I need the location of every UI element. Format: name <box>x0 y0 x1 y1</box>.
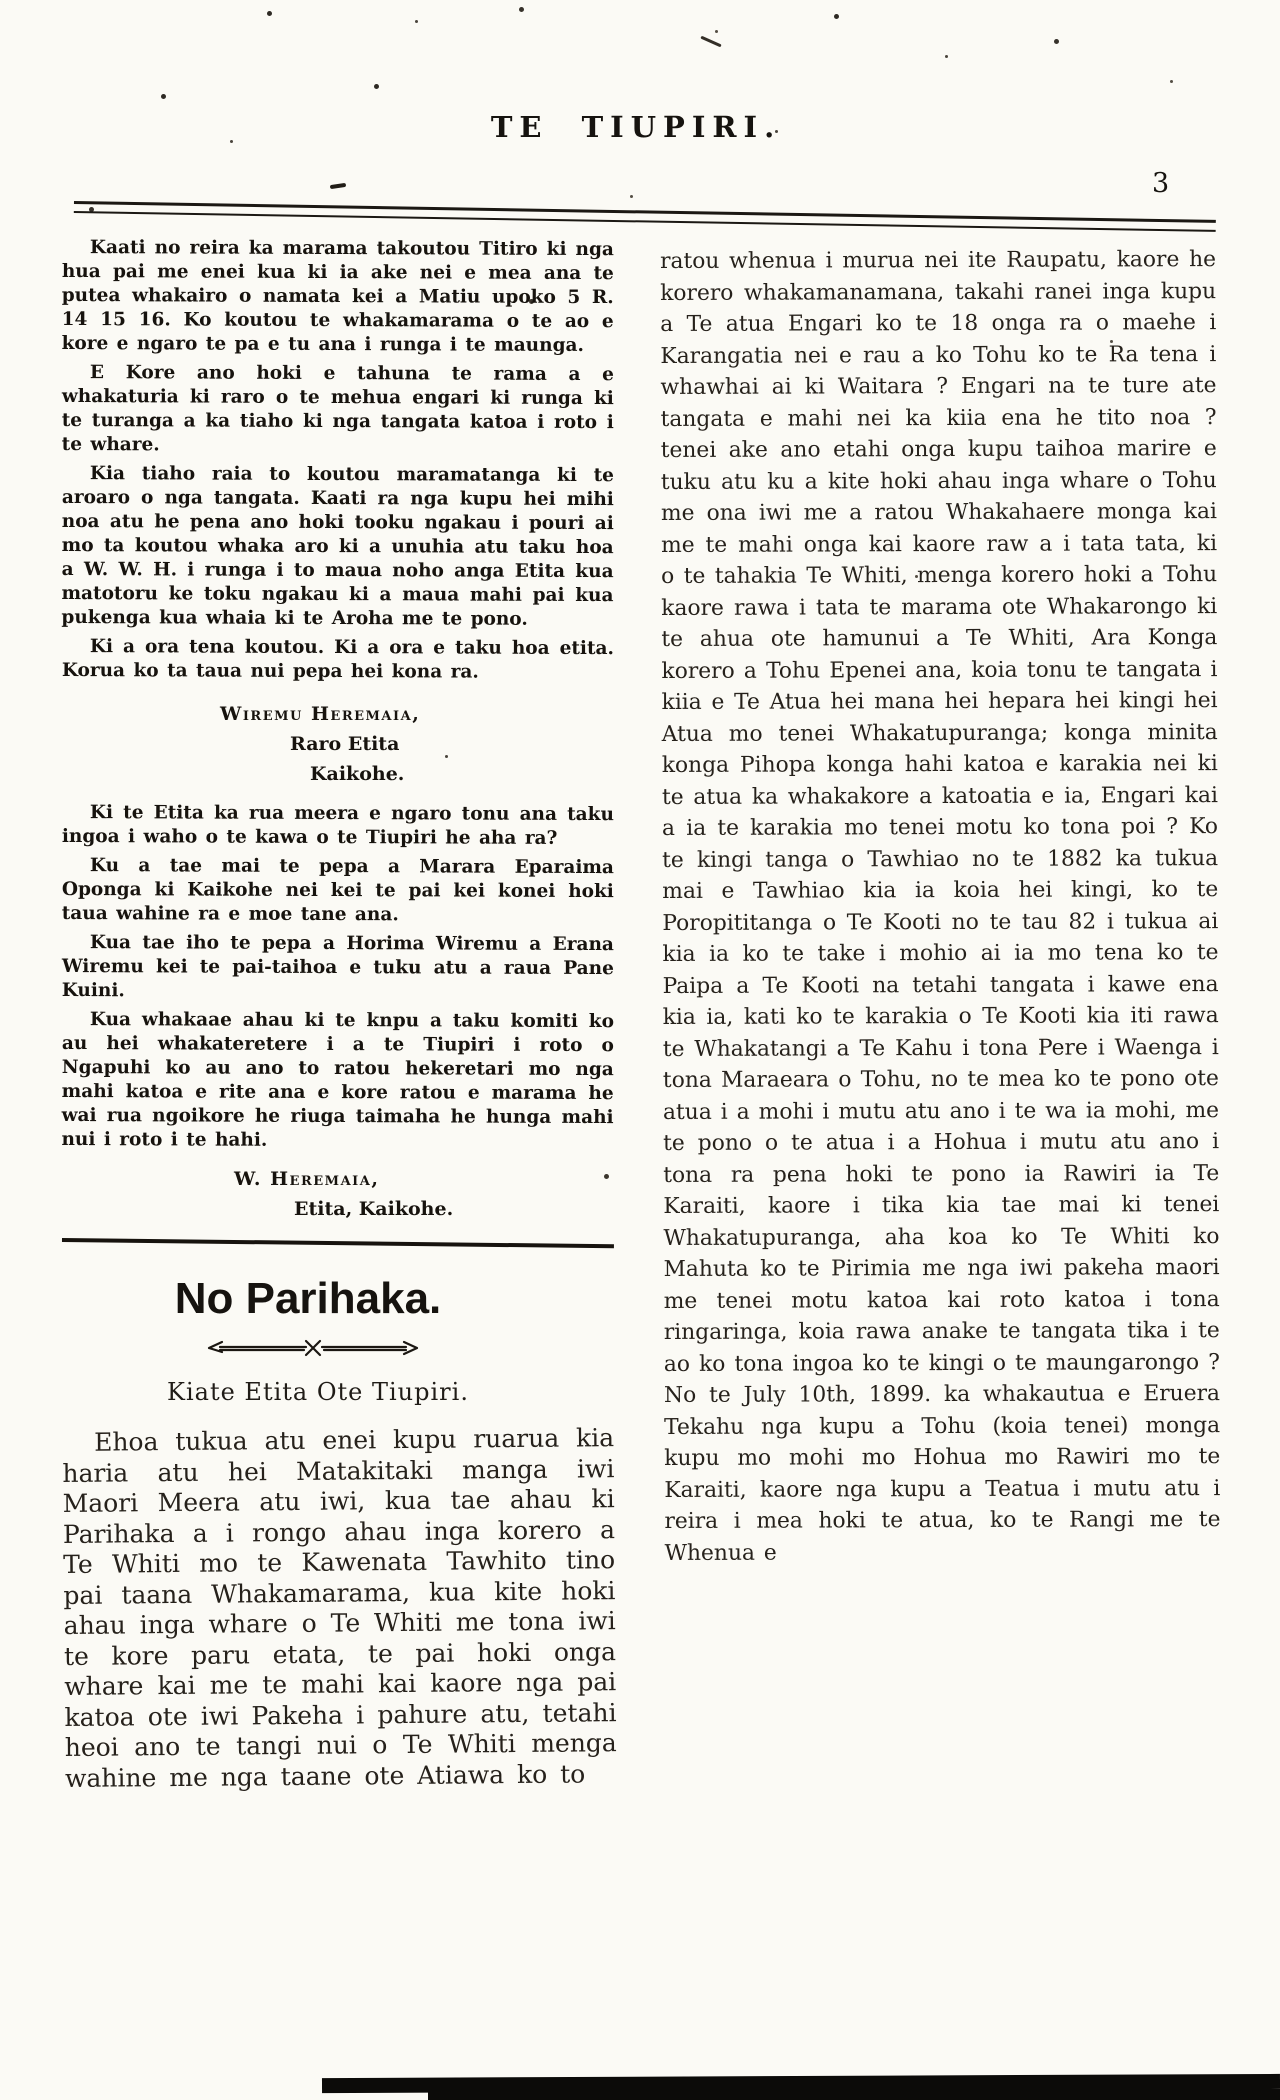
left-column <box>61 236 617 1794</box>
newspaper-title: TE TIUPIRI. <box>490 110 782 144</box>
paragraph: Kua whakaae ahau ki te knpu a taku komiti ko au hei whakateretere i a te Tiupiri i roto o Ngapuhi ko au ano to ratou hekeretari mo nga mahi katoa e rite ana e kore ratou e marama he wai rua ngoikore he riuga taimaha he hunga mahi nui i roto i te hahi. <box>61 1009 614 1151</box>
right-column <box>660 244 1221 1569</box>
divider-ornament <box>62 1338 564 1362</box>
paragraph: Ki te Etita ka rua meera e ngaro tonu ana taku ingoa i waho o te kawa o te Tiupiri he aha ra? <box>61 802 614 849</box>
ink-smudge <box>330 183 346 189</box>
signature-name: W. Heremaia, <box>234 1168 380 1190</box>
section-divider-rule <box>62 1238 614 1248</box>
article-body: Ehoa tukua atu enei kupu ruarua kia haria atu hei Matakitaki manga iwi Maori Meera atu iwi, kua tae ahau ki Parihaka a i rongo ahau inga korero a Te Whiti mo te Kawenata Tawhito tino pai taana Whakamarama, kua kite hoki ahau inga whare o Te Whiti me tona iwi te kore paru etata, te pai hoki onga whare kai me te mahi kai kaore nga pai katoa ote iwi Pakeha i pahure atu, tetahi heoi ano te tangi nui o Te Whiti menga wahine me nga taane ote Atiawa ko to <box>62 1423 617 1793</box>
signature-role: Etita, Kaikohe. <box>294 1198 454 1220</box>
signature-place: Kaikohe. <box>310 763 405 785</box>
letter-section-1 <box>62 236 614 683</box>
signature-name: Wiremu Heremaia, <box>220 703 421 725</box>
ink-smudge <box>700 36 721 48</box>
paragraph: Kaati no reira ka marama takoutou Titiro ki nga hua pai me enei kua ki ia ake nei e mea ana te putea whakairo o namata kei a Matiu upoko 5 R. 14 15 16. Ko koutou te whakamarama o te ao e kore e ngaro te pa e tu ana i runga i te maunga. <box>61 237 614 357</box>
scan-edge-bar <box>428 2089 1280 2100</box>
article-heading: No Parihaka. <box>174 1274 442 1323</box>
article-body-continued: ratou whenua i murua nei ite Raupatu, kaore he korero whakamanamana, takahi ranei inga kupu a Te atua Engari ko te 18 onga ra o maehe i Karangatia nei e rau a ko Tohu ko te Ra tena i whawhai ai ki Waitara ? Engari na te ture ate tangata e mahi nei ka kiia ena he tito noa ? tenei ake ano etahi onga kupu taihoa marire e tuku atu ku a kite hoki ahau inga whare o Tohu me ona iwi me a ratou Whakahaere monga kai me te mahi onga kai kaore raw a i tata tata, ki o te tahakia Te Whiti, menga korero hoki a Tohu kaore rawa i tata te marama ote Whakarongo ki te ahua ote hamunui a Te Whiti, Ara Konga korero a Tohu Epenei ana, koia tonu te tangata i kiia e Te Atua hei mana hei hepara hei kingi hei Atua mo tenei Whakatupuranga; konga minita konga Pihopa konga hahi katoa e karakia nei ki te atua ka whakakore a katoatia e ia, Engari kai a ia te karakia mo tenei motu ko tona poi ? Ko te kingi tanga o Tawhiao no te 1882 ka tukua mai e Tawhiao kia ia koia hei kingi, ko te Poropititanga o Te Kooti no te tau 82 i tukua ai kia ia ko te take i mohio ai ia mo tena ko te Paipa a Te Kooti na tetahi tangata i kawe ena kia ia, kati ko te karakia o Te Kooti kia iti rawa te Whakatangi a Te Kahu i tona Pere i Waenga i tona Maraeara o Tohu, no te mea ko te pono ote atua i a mohi i mutu atu ano i te wa ia mohi, me te pono o te atua i a Hohua i mutu atu ano i tona ra pena hoki te pono ia Rawiri ia Te Karaiti, kaore i tika kia tae mai ki tenei Whakatupuranga, aha koa ko Te Whiti ko Mahuta ko te Pirimia me nga iwi pakeha maori me tenei motu katoa kai roto katoa i tona ringaringa, koia rawa anake te tangata tika i te ao ko tona ingoa ko te kingi o te maungarongo ? No te July 10th, 1899. ka whakautua e Eruera Tekahu nga kupu a Tohu (koia tenei) monga kupu mo mohi mo Hohua mo Rawiri mo te Karaiti, kaore nga kupu a Teatua i mutu atu i reira i mea hoki te atua, ko te Rangi me te Whenua e <box>660 247 1221 1566</box>
page-number: 3 <box>1152 168 1170 199</box>
paragraph: Kia tiaho raia to koutou maramatanga ki te aroaro o nga tangata. Kaati ra nga kupu hei mihi noa atu he pena ano hoki tooku ngakau i pouri ai mo ta koutou whaka aro ki a unuhia atu taku hoa a W. W. H. i runga i to maua noho anga Etita kua matotoru ke toku ngakau ki a maua mahi pai kua pukenga kua whaia ki te Aroha me te pono. <box>61 463 614 630</box>
signature-block <box>62 1164 614 1224</box>
signature-role: Raro Etita <box>290 733 400 755</box>
paragraph: Ki a ora tena koutou. Ki a ora e taku hoa etita. Korua ko ta taua nui pepa hei kona ra. <box>61 636 614 683</box>
paragraph: Ku a tae mai te pepa a Marara Eparaima Oponga ki Kaikohe nei kei te pai kei konei hoki taua wahine ra e moe tane ana. <box>61 855 614 926</box>
article-salutation: Kiate Etita Ote Tiupiri. <box>167 1378 469 1406</box>
letter-section-2 <box>62 801 614 1152</box>
paragraph: Kua tae iho te pepa a Horima Wiremu a Erana Wiremu kei te pai-taihoa e tuku atu a raua Pane Kuini. <box>61 932 614 1002</box>
ornament-icon <box>206 1338 420 1358</box>
masthead-double-rule <box>74 201 1216 232</box>
signature-block <box>62 699 614 789</box>
paragraph: E Kore ano hoki e tahuna te rama a e whakaturia ki raro o te mehua engari ki runga ki te turanga a ka tiaho ki nga tangata katoa i roto i te whare. <box>61 362 614 456</box>
